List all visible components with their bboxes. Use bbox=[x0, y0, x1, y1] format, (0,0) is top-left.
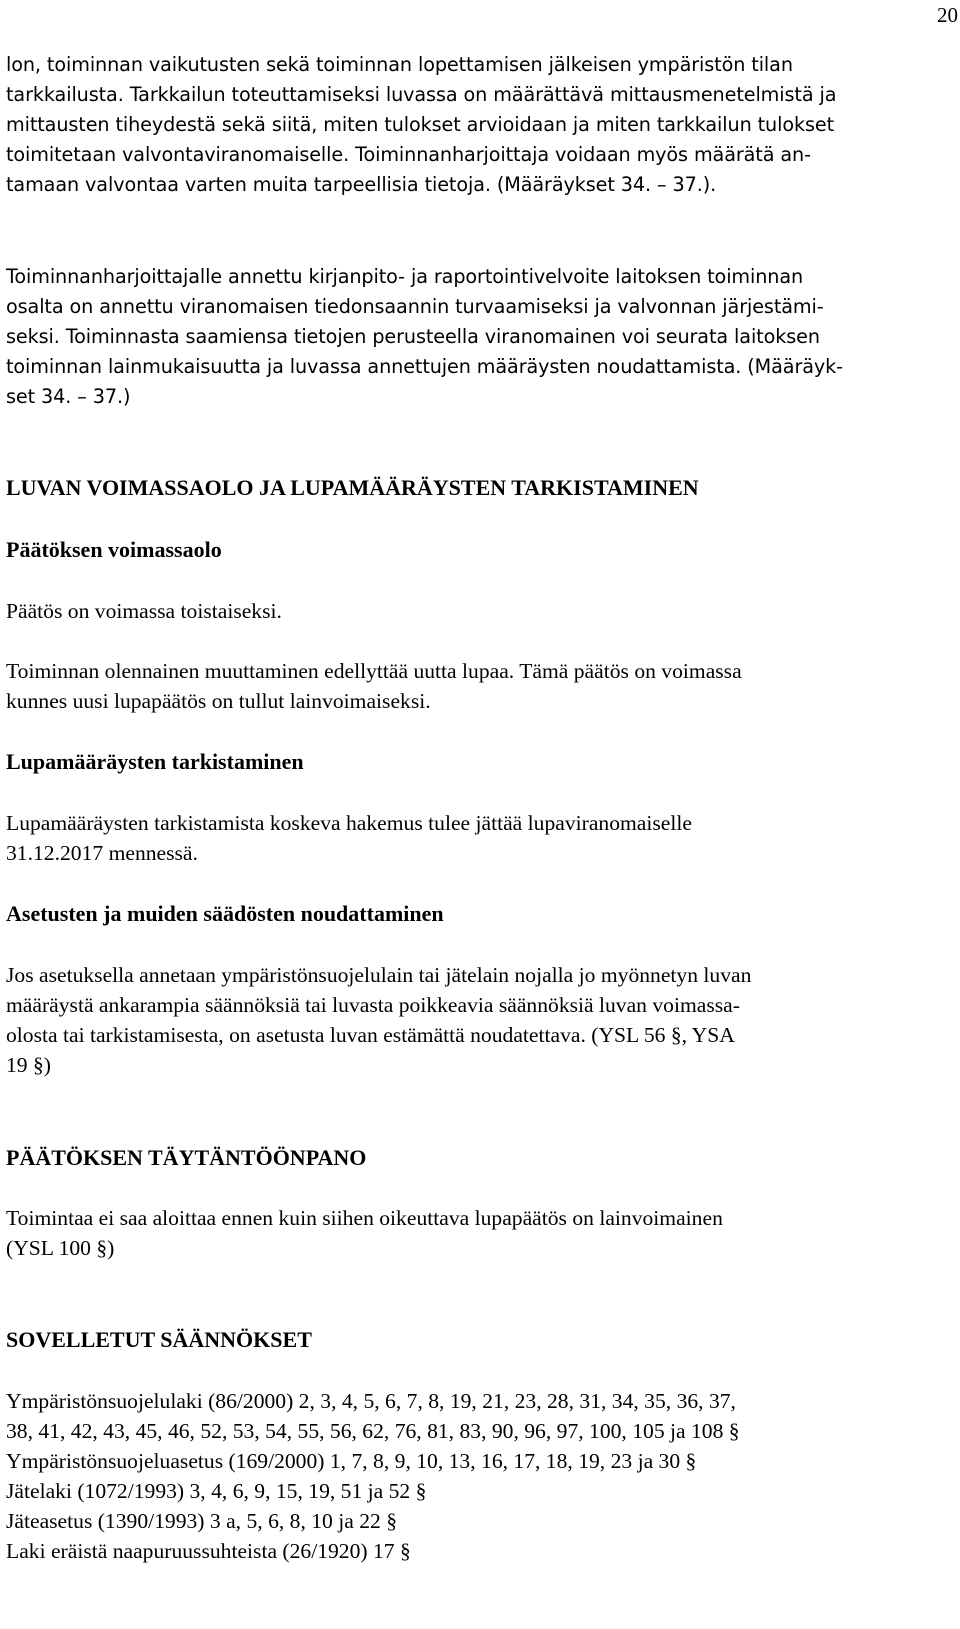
text-line: Jos asetuksella annetaan ympäristönsuojelulain tai jätelain nojalla jo myönnetyn luvan bbox=[6, 963, 752, 987]
paragraph-stricter-regulations bbox=[6, 960, 946, 1080]
paragraph-monitoring bbox=[6, 50, 946, 200]
page-number: 20 bbox=[937, 3, 958, 27]
text-line: tamaan valvontaa varten muita tarpeellisia tietoja. (Määräykset 34. – 37.). bbox=[6, 173, 717, 196]
text-line: toiminnan lainmukaisuutta ja luvassa annettujen määräysten noudattamista. (Määräyk- bbox=[6, 355, 843, 378]
paragraph-enforcement bbox=[6, 1203, 946, 1263]
text-line: set 34. – 37.) bbox=[6, 385, 131, 408]
provision-item: Jäteasetus (1390/1993) 3 a, 5, 6, 8, 10 ja 22 § bbox=[6, 1509, 398, 1533]
text-line: Toiminnanharjoittajalle annettu kirjanpito- ja raportointivelvoite laitoksen toiminnan bbox=[6, 265, 804, 288]
text-line: toimitetaan valvontaviranomaiselle. Toiminnanharjoittaja voidaan myös määrätä an- bbox=[6, 143, 811, 166]
text-line: olosta tai tarkistamisesta, on asetusta luvan estämättä noudatettava. (YSL 56 §, YSA bbox=[6, 1023, 735, 1047]
text-line: (YSL 100 §) bbox=[6, 1236, 115, 1260]
provision-item: Ympäristönsuojelulaki (86/2000) 2, 3, 4, 5, 6, 7, 8, 19, 21, 23, 28, 31, 34, 35, 36, 37, bbox=[6, 1389, 736, 1413]
text-line: 31.12.2017 mennessä. bbox=[6, 841, 198, 865]
paragraph-reporting bbox=[6, 262, 946, 412]
text-line: Lupamääräysten tarkistamista koskeva hakemus tulee jättää lupaviranomaiselle bbox=[6, 811, 692, 835]
text-line: mittausten tiheydestä sekä siitä, miten tulokset arvioidaan ja miten tarkkailun tulokset bbox=[6, 113, 835, 136]
section-heading-enforcement: PÄÄTÖKSEN TÄYTÄNTÖÖNPANO bbox=[6, 1145, 367, 1170]
text-line: Päätös on voimassa toistaiseksi. bbox=[6, 599, 282, 623]
text-line: Toiminnan olennainen muuttaminen edellyttää uutta lupaa. Tämä päätös on voimassa bbox=[6, 659, 742, 683]
provision-item: Laki eräistä naapuruussuhteista (26/1920) 17 § bbox=[6, 1539, 411, 1563]
provision-item: Ympäristönsuojeluasetus (169/2000) 1, 7, 8, 9, 10, 13, 16, 17, 18, 19, 23 ja 30 § bbox=[6, 1449, 697, 1473]
text-line: Toimintaa ei saa aloittaa ennen kuin siihen oikeuttava lupapäätös on lainvoimainen bbox=[6, 1206, 723, 1230]
section-heading-permit-validity: LUVAN VOIMASSAOLO JA LUPAMÄÄRÄYSTEN TARKISTAMINEN bbox=[6, 475, 699, 500]
subheading-decision-validity: Päätöksen voimassaolo bbox=[6, 537, 222, 562]
text-line: lon, toiminnan vaikutusten sekä toiminnan lopettamisen jälkeisen ympäristön tilan bbox=[6, 53, 793, 76]
text-line: tarkkailusta. Tarkkailun toteuttamiseksi luvassa on määrättävä mittausmenetelmistä ja bbox=[6, 83, 837, 106]
text-line: kunnes uusi lupapäätös on tullut lainvoimaiseksi. bbox=[6, 689, 431, 713]
paragraph-essential-change bbox=[6, 656, 946, 716]
text-line: osalta on annettu viranomaisen tiedonsaannin turvaamiseksi ja valvonnan järjestämi- bbox=[6, 295, 824, 318]
subheading-regulations-compliance: Asetusten ja muiden säädösten noudattaminen bbox=[6, 901, 444, 926]
text-line: määräystä ankarampia säännöksiä tai luvasta poikkeavia säännöksiä luvan voimassa- bbox=[6, 993, 740, 1017]
provision-item: 38, 41, 42, 43, 45, 46, 52, 53, 54, 55, 56, 62, 76, 81, 83, 90, 96, 97, 100, 105 ja 108 § bbox=[6, 1419, 740, 1443]
paragraph-review-deadline bbox=[6, 808, 946, 868]
section-heading-applied-provisions: SOVELLETUT SÄÄNNÖKSET bbox=[6, 1327, 312, 1352]
provision-item: Jätelaki (1072/1993) 3, 4, 6, 9, 15, 19, 51 ja 52 § bbox=[6, 1479, 427, 1503]
subheading-permit-review: Lupamääräysten tarkistaminen bbox=[6, 749, 304, 774]
text-line: 19 §) bbox=[6, 1053, 51, 1077]
text-line: seksi. Toiminnasta saamiensa tietojen perusteella viranomainen voi seurata laitoksen bbox=[6, 325, 820, 348]
list-applied-provisions bbox=[6, 1386, 946, 1566]
paragraph-valid-indefinitely bbox=[6, 596, 946, 626]
